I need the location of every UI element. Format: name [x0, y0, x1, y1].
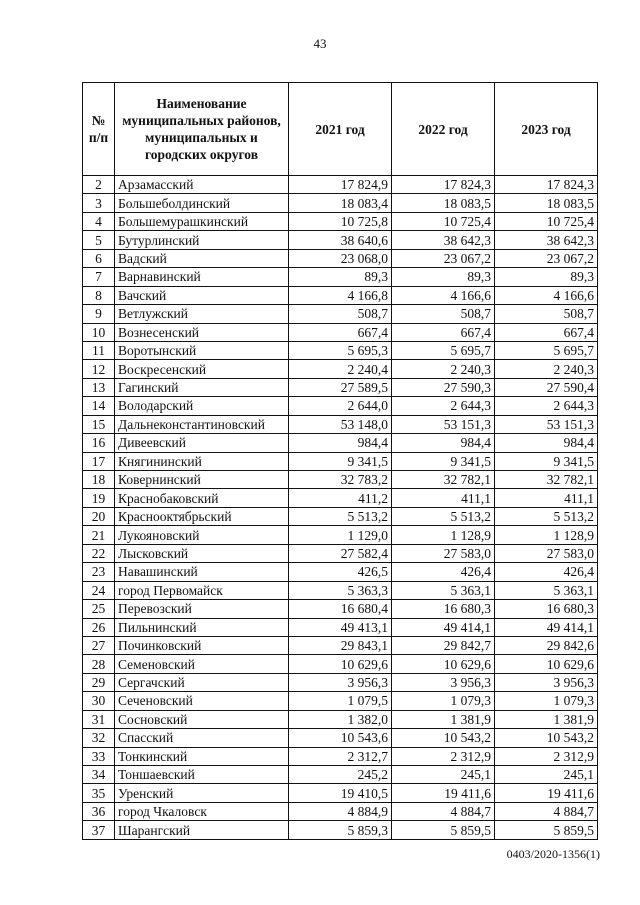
header-name: Наименование муниципальных районов, муниципальных и городских округов [115, 83, 289, 176]
table-row [83, 581, 598, 599]
value-2023: 4 166,6 [495, 286, 598, 304]
value-2022: 9 341,5 [392, 452, 495, 470]
district-name: Вачский [115, 286, 289, 304]
table-row [83, 710, 598, 728]
district-name: Володарский [115, 397, 289, 415]
value-2021: 508,7 [289, 305, 392, 323]
district-name: Уренский [115, 784, 289, 802]
district-name: Дальнеконстантиновский [115, 415, 289, 433]
value-2023: 245,1 [495, 766, 598, 784]
value-2023: 508,7 [495, 305, 598, 323]
table-row [83, 526, 598, 544]
value-2022: 16 680,3 [392, 600, 495, 618]
value-2023: 19 411,6 [495, 784, 598, 802]
district-name: Сосновский [115, 710, 289, 728]
row-number: 6 [83, 249, 115, 267]
value-2023: 49 414,1 [495, 618, 598, 636]
value-2022: 29 842,7 [392, 636, 495, 654]
table-row [83, 378, 598, 396]
table-row [83, 544, 598, 562]
district-name: Дивеевский [115, 434, 289, 452]
header-number: № п/п [83, 83, 115, 176]
row-number: 30 [83, 692, 115, 710]
row-number: 27 [83, 636, 115, 654]
table-row [83, 729, 598, 747]
value-2022: 1 128,9 [392, 526, 495, 544]
table-row [83, 471, 598, 489]
row-number: 12 [83, 360, 115, 378]
value-2022: 2 644,3 [392, 397, 495, 415]
table-header-row [83, 83, 598, 176]
value-2021: 9 341,5 [289, 452, 392, 470]
value-2022: 2 312,9 [392, 747, 495, 765]
value-2023: 2 644,3 [495, 397, 598, 415]
value-2022: 1 079,3 [392, 692, 495, 710]
value-2022: 245,1 [392, 766, 495, 784]
value-2023: 5 363,1 [495, 581, 598, 599]
row-number: 25 [83, 600, 115, 618]
table-row [83, 305, 598, 323]
value-2022: 426,4 [392, 563, 495, 581]
table-row [83, 194, 598, 212]
value-2023: 411,1 [495, 489, 598, 507]
row-number: 23 [83, 563, 115, 581]
value-2021: 5 363,3 [289, 581, 392, 599]
value-2021: 49 413,1 [289, 618, 392, 636]
value-2021: 17 824,9 [289, 176, 392, 194]
value-2022: 23 067,2 [392, 249, 495, 267]
district-name: город Первомайск [115, 581, 289, 599]
value-2022: 19 411,6 [392, 784, 495, 802]
value-2022: 38 642,3 [392, 231, 495, 249]
table-body [83, 176, 598, 840]
value-2023: 27 590,4 [495, 378, 598, 396]
value-2021: 29 843,1 [289, 636, 392, 654]
value-2022: 4 884,7 [392, 802, 495, 820]
value-2022: 17 824,3 [392, 176, 495, 194]
district-name: Вадский [115, 249, 289, 267]
district-name: Починковский [115, 636, 289, 654]
table-row [83, 802, 598, 820]
value-2023: 4 884,7 [495, 802, 598, 820]
value-2023: 10 629,6 [495, 655, 598, 673]
value-2021: 2 644,0 [289, 397, 392, 415]
table-row [83, 673, 598, 691]
row-number: 4 [83, 212, 115, 230]
district-name: Краснобаковский [115, 489, 289, 507]
value-2022: 5 859,5 [392, 821, 495, 839]
row-number: 3 [83, 194, 115, 212]
value-2022: 53 151,3 [392, 415, 495, 433]
value-2022: 4 166,6 [392, 286, 495, 304]
row-number: 29 [83, 673, 115, 691]
row-number: 33 [83, 747, 115, 765]
value-2021: 3 956,3 [289, 673, 392, 691]
table-row [83, 323, 598, 341]
table-row [83, 212, 598, 230]
value-2021: 10 543,6 [289, 729, 392, 747]
value-2023: 426,4 [495, 563, 598, 581]
value-2023: 2 312,9 [495, 747, 598, 765]
district-name: Ковернинский [115, 471, 289, 489]
table-row [83, 747, 598, 765]
value-2022: 89,3 [392, 268, 495, 286]
row-number: 14 [83, 397, 115, 415]
row-number: 17 [83, 452, 115, 470]
value-2022: 411,1 [392, 489, 495, 507]
value-2021: 426,5 [289, 563, 392, 581]
value-2021: 5 859,3 [289, 821, 392, 839]
value-2023: 667,4 [495, 323, 598, 341]
row-number: 10 [83, 323, 115, 341]
district-name: Воскресенский [115, 360, 289, 378]
district-name: Княгининский [115, 452, 289, 470]
value-2021: 32 783,2 [289, 471, 392, 489]
value-2021: 4 884,9 [289, 802, 392, 820]
value-2022: 49 414,1 [392, 618, 495, 636]
row-number: 16 [83, 434, 115, 452]
value-2021: 1 129,0 [289, 526, 392, 544]
value-2023: 2 240,3 [495, 360, 598, 378]
value-2021: 38 640,6 [289, 231, 392, 249]
value-2023: 29 842,6 [495, 636, 598, 654]
value-2021: 245,2 [289, 766, 392, 784]
row-number: 15 [83, 415, 115, 433]
row-number: 26 [83, 618, 115, 636]
value-2022: 18 083,5 [392, 194, 495, 212]
value-2021: 27 589,5 [289, 378, 392, 396]
value-2021: 53 148,0 [289, 415, 392, 433]
table-row [83, 176, 598, 194]
value-2023: 1 128,9 [495, 526, 598, 544]
district-name: Гагинский [115, 378, 289, 396]
value-2023: 1 079,3 [495, 692, 598, 710]
row-number: 11 [83, 341, 115, 359]
table-row [83, 563, 598, 581]
row-number: 18 [83, 471, 115, 489]
value-2022: 508,7 [392, 305, 495, 323]
value-2022: 10 543,2 [392, 729, 495, 747]
value-2023: 9 341,5 [495, 452, 598, 470]
district-name: Большеболдинский [115, 194, 289, 212]
table-row [83, 655, 598, 673]
table-row [83, 231, 598, 249]
value-2022: 27 590,3 [392, 378, 495, 396]
district-name: Шарангский [115, 821, 289, 839]
value-2023: 10 543,2 [495, 729, 598, 747]
value-2023: 89,3 [495, 268, 598, 286]
value-2021: 27 582,4 [289, 544, 392, 562]
row-number: 2 [83, 176, 115, 194]
row-number: 21 [83, 526, 115, 544]
value-2022: 2 240,3 [392, 360, 495, 378]
district-name: Воротынский [115, 341, 289, 359]
document-code: 0403/2020-1356(1) [506, 847, 600, 861]
row-number: 34 [83, 766, 115, 784]
value-2021: 16 680,4 [289, 600, 392, 618]
value-2022: 27 583,0 [392, 544, 495, 562]
table-row [83, 397, 598, 415]
table-row [83, 452, 598, 470]
value-2022: 10 629,6 [392, 655, 495, 673]
row-number: 36 [83, 802, 115, 820]
value-2021: 667,4 [289, 323, 392, 341]
value-2023: 16 680,3 [495, 600, 598, 618]
value-2022: 5 363,1 [392, 581, 495, 599]
value-2021: 4 166,8 [289, 286, 392, 304]
row-number: 31 [83, 710, 115, 728]
table-row [83, 821, 598, 839]
row-number: 9 [83, 305, 115, 323]
page-number: 43 [313, 36, 327, 51]
district-name: Вознесенский [115, 323, 289, 341]
value-2021: 984,4 [289, 434, 392, 452]
row-number: 28 [83, 655, 115, 673]
value-2023: 27 583,0 [495, 544, 598, 562]
row-number: 19 [83, 489, 115, 507]
district-name: Лукояновский [115, 526, 289, 544]
row-number: 22 [83, 544, 115, 562]
table-row [83, 268, 598, 286]
district-name: Лысковский [115, 544, 289, 562]
value-2023: 984,4 [495, 434, 598, 452]
value-2023: 32 782,1 [495, 471, 598, 489]
table-row [83, 434, 598, 452]
value-2021: 19 410,5 [289, 784, 392, 802]
value-2022: 5 513,2 [392, 507, 495, 525]
table-row [83, 360, 598, 378]
table-row [83, 249, 598, 267]
row-number: 13 [83, 378, 115, 396]
table-row [83, 489, 598, 507]
value-2023: 17 824,3 [495, 176, 598, 194]
table-row [83, 415, 598, 433]
row-number: 37 [83, 821, 115, 839]
value-2021: 2 312,7 [289, 747, 392, 765]
value-2021: 2 240,4 [289, 360, 392, 378]
budget-table [82, 82, 598, 840]
value-2023: 1 381,9 [495, 710, 598, 728]
value-2022: 5 695,7 [392, 341, 495, 359]
value-2023: 23 067,2 [495, 249, 598, 267]
value-2022: 1 381,9 [392, 710, 495, 728]
row-number: 32 [83, 729, 115, 747]
district-name: Большемурашкинский [115, 212, 289, 230]
table-row [83, 618, 598, 636]
value-2023: 5 859,5 [495, 821, 598, 839]
value-2022: 10 725,4 [392, 212, 495, 230]
table-row [83, 636, 598, 654]
district-name: Арзамасский [115, 176, 289, 194]
table-row [83, 600, 598, 618]
district-name: город Чкаловск [115, 802, 289, 820]
value-2023: 18 083,5 [495, 194, 598, 212]
value-2021: 10 725,8 [289, 212, 392, 230]
header-2021: 2021 год [289, 83, 392, 176]
table-row [83, 766, 598, 784]
table-row [83, 341, 598, 359]
header-2022: 2022 год [392, 83, 495, 176]
table-row [83, 692, 598, 710]
row-number: 20 [83, 507, 115, 525]
row-number: 7 [83, 268, 115, 286]
district-name: Бутурлинский [115, 231, 289, 249]
district-name: Сергачский [115, 673, 289, 691]
district-name: Тоншаевский [115, 766, 289, 784]
value-2021: 18 083,4 [289, 194, 392, 212]
value-2021: 5 695,3 [289, 341, 392, 359]
value-2021: 10 629,6 [289, 655, 392, 673]
value-2023: 5 695,7 [495, 341, 598, 359]
table-row [83, 784, 598, 802]
row-number: 24 [83, 581, 115, 599]
row-number: 35 [83, 784, 115, 802]
district-name: Сеченовский [115, 692, 289, 710]
value-2022: 3 956,3 [392, 673, 495, 691]
district-name: Семеновский [115, 655, 289, 673]
value-2021: 89,3 [289, 268, 392, 286]
district-name: Тонкинский [115, 747, 289, 765]
district-name: Перевозский [115, 600, 289, 618]
district-name: Ветлужский [115, 305, 289, 323]
value-2022: 32 782,1 [392, 471, 495, 489]
value-2023: 5 513,2 [495, 507, 598, 525]
header-2023: 2023 год [495, 83, 598, 176]
value-2023: 3 956,3 [495, 673, 598, 691]
value-2021: 1 079,5 [289, 692, 392, 710]
district-name: Спасский [115, 729, 289, 747]
value-2021: 411,2 [289, 489, 392, 507]
district-name: Пильнинский [115, 618, 289, 636]
row-number: 8 [83, 286, 115, 304]
district-name: Навашинский [115, 563, 289, 581]
district-name: Варнавинский [115, 268, 289, 286]
value-2021: 23 068,0 [289, 249, 392, 267]
value-2022: 667,4 [392, 323, 495, 341]
value-2023: 38 642,3 [495, 231, 598, 249]
row-number: 5 [83, 231, 115, 249]
value-2021: 5 513,2 [289, 507, 392, 525]
value-2022: 984,4 [392, 434, 495, 452]
value-2023: 10 725,4 [495, 212, 598, 230]
table-row [83, 507, 598, 525]
table-row [83, 286, 598, 304]
district-name: Краснооктябрьский [115, 507, 289, 525]
value-2023: 53 151,3 [495, 415, 598, 433]
value-2021: 1 382,0 [289, 710, 392, 728]
